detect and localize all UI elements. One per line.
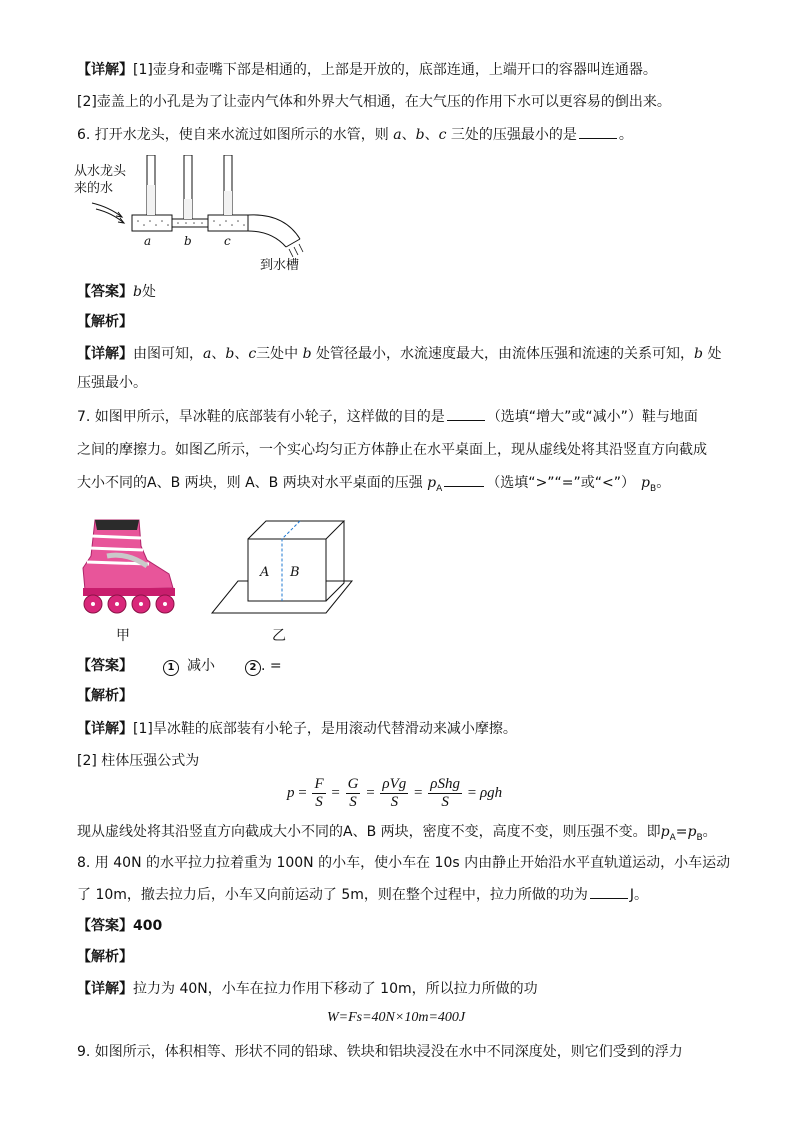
q7-answer bbox=[77, 656, 282, 676]
label-A: A bbox=[260, 565, 270, 580]
eq-sign: = bbox=[467, 784, 477, 801]
var-b: b bbox=[225, 346, 235, 362]
outlet-bend bbox=[248, 231, 286, 247]
fraction-F-S bbox=[312, 776, 325, 811]
label-to-sink: 到水槽 bbox=[260, 258, 300, 273]
period: 。 bbox=[656, 475, 671, 491]
answer-text: 处 bbox=[141, 284, 156, 300]
question-text: 6. 打开水龙头，使自来水流过如图所示的水管，则 bbox=[77, 127, 394, 143]
var-p: p bbox=[660, 824, 670, 840]
answer-tag: 【答案】 bbox=[77, 918, 133, 934]
skate-photo bbox=[77, 516, 177, 616]
q7-detail-2: [2] 柱体压强公式为 bbox=[77, 753, 200, 769]
num: ρShg bbox=[430, 776, 460, 792]
fraction-rhoShg-S bbox=[428, 776, 462, 811]
detail-text: [1]旱冰鞋的底部装有小轮子，是用滚动代替滑动来减小摩擦。 bbox=[133, 721, 517, 737]
detail-text: 处 bbox=[703, 346, 722, 362]
detail-tag: 【详解】 bbox=[77, 721, 133, 737]
answer-tag: 【答案】 bbox=[77, 658, 133, 674]
question-7-line-2: 之间的摩擦力。如图乙所示，一个实心均匀正方体静止在水平桌面上，现从虚线处将其沿竖直方向截成 bbox=[77, 442, 707, 458]
sep: 、 bbox=[424, 127, 439, 143]
label-c: c bbox=[224, 234, 231, 248]
var-p: p bbox=[427, 475, 437, 491]
sub-b: B bbox=[696, 832, 703, 843]
var-p: p bbox=[687, 824, 697, 840]
answer-1: 减小 bbox=[187, 658, 215, 674]
tube-b-water bbox=[184, 199, 192, 219]
outlet-end bbox=[286, 239, 300, 247]
cube-figure bbox=[210, 517, 360, 617]
tube-a-water bbox=[147, 185, 155, 215]
detail-text: 处管径最小，水流速度最大，由流体压强和流速的关系可知， bbox=[311, 346, 695, 362]
question-9-line-1: 9. 如图所示，体积相等、形状不同的铅球、铁块和铝块浸没在水中不同深度处，则它们受到的浮力 bbox=[77, 1044, 683, 1060]
q8-analysis-tag: 【解析】 bbox=[77, 949, 133, 965]
question-text: J。 bbox=[629, 887, 649, 903]
answer-blank bbox=[444, 473, 484, 487]
var-b: b bbox=[415, 127, 425, 143]
detail-text: 拉力为 40N，小车在拉力作用下移动了 10m，所以拉力所做的功 bbox=[133, 981, 538, 997]
sep: 、 bbox=[401, 127, 416, 143]
question-text: 7. 如图甲所示，旱冰鞋的底部装有小轮子，这样做的目的是 bbox=[77, 409, 445, 425]
pipe-section-a bbox=[132, 215, 172, 231]
detail-tag: 【详解】 bbox=[77, 981, 133, 997]
period: 。 bbox=[702, 824, 717, 840]
answer-blank bbox=[590, 885, 628, 899]
var-p: p bbox=[641, 475, 650, 491]
var-b: b bbox=[694, 346, 704, 362]
result: ρgh bbox=[479, 784, 503, 801]
question-text: 大小不同的A、B 两块，则 A、B 两块对水平桌面的压强 bbox=[77, 475, 428, 491]
num: G bbox=[347, 776, 359, 792]
q7-detail-3 bbox=[77, 822, 717, 848]
flow-arrow bbox=[92, 203, 122, 217]
q6-answer bbox=[77, 282, 156, 302]
tube-c-water bbox=[224, 191, 232, 215]
eq-sign: = bbox=[414, 784, 423, 801]
sym-p: p bbox=[287, 784, 295, 801]
outlet-bend bbox=[248, 215, 300, 239]
pipe-section-c bbox=[208, 215, 248, 231]
label-B: B bbox=[290, 565, 300, 580]
answer-tag: 【答案】 bbox=[77, 284, 133, 300]
question-7-line-1 bbox=[77, 407, 698, 427]
answer-blank bbox=[579, 125, 617, 139]
sub-b: B bbox=[650, 483, 657, 494]
label-a: a bbox=[144, 234, 152, 248]
outlet-flow bbox=[289, 244, 303, 257]
answer-2: . = bbox=[261, 658, 282, 674]
question-text: 了 10m，撤去拉力后，小车又向前运动了 5m，则在整个过程中，拉力所做的功为 bbox=[77, 887, 588, 903]
num: ρVg bbox=[382, 776, 407, 792]
num: F bbox=[314, 776, 324, 792]
flow-arrow bbox=[96, 209, 124, 223]
q7-analysis-tag: 【解析】 bbox=[77, 688, 133, 704]
var-b: b bbox=[302, 346, 312, 362]
q6-detail-1 bbox=[77, 344, 721, 364]
den: S bbox=[315, 794, 323, 810]
question-6 bbox=[77, 125, 633, 145]
sub-a: A bbox=[669, 832, 676, 843]
den: S bbox=[390, 794, 399, 810]
work-equation: W=Fs=40N×10m=400J bbox=[327, 1010, 466, 1025]
var-a: a bbox=[393, 127, 402, 143]
var-a: a bbox=[203, 346, 212, 362]
detail-text: 由图可知， bbox=[133, 346, 203, 362]
detail-text: 三处中 bbox=[256, 346, 303, 362]
detail-tag: 【详解】 bbox=[77, 346, 133, 362]
detail-tag: 【详解】 bbox=[77, 62, 133, 78]
fraction-G-S bbox=[346, 776, 361, 811]
q8-answer bbox=[77, 916, 162, 936]
detail-text: 现从虚线处将其沿竖直方向截成大小不同的A、B 两块，密度不变，高度不变，则压强不变。即 bbox=[77, 824, 661, 840]
question-text: 三处的压强最小的是 bbox=[446, 127, 577, 143]
skate-caption: 甲 bbox=[116, 628, 130, 644]
q6-detail-2: 压强最小。 bbox=[77, 375, 147, 391]
sep: 、 bbox=[234, 346, 249, 362]
detail-line-2 bbox=[77, 92, 671, 112]
den: S bbox=[349, 794, 357, 810]
q6-analysis-tag: 【解析】 bbox=[77, 314, 133, 330]
detail-line-1 bbox=[77, 60, 657, 80]
label-from-tap-2: 来的水 bbox=[74, 181, 114, 196]
label-from-tap-1: 从水龙头 bbox=[74, 164, 127, 179]
sep: 、 bbox=[211, 346, 226, 362]
pipe-figure bbox=[74, 155, 344, 275]
answer-blank bbox=[447, 407, 485, 421]
var-c: c bbox=[248, 346, 257, 362]
question-8-line-2 bbox=[77, 885, 648, 905]
sub-a: A bbox=[436, 483, 443, 494]
detail-text: [1]壶身和壶嘴下部是相通的，上部是开放的，底部连通，上端开口的容器叫连通器。 bbox=[133, 62, 657, 78]
answer-number-2: 2 bbox=[245, 660, 261, 676]
den: S bbox=[441, 794, 449, 810]
question-8-line-1: 8. 用 40N 的水平拉力拉着重为 100N 的小车，使小车在 10s 内由静止开始沿水平直轨道运动，小车运动 bbox=[77, 855, 731, 871]
label-b: b bbox=[184, 234, 192, 248]
cube-caption: 乙 bbox=[272, 628, 286, 644]
answer-text: 400 bbox=[133, 918, 163, 934]
fraction-rhoVg-S bbox=[380, 776, 408, 811]
question-text: （选填“增大”或“减小”）鞋与地面 bbox=[486, 409, 698, 425]
answer-number-1: 1 bbox=[163, 660, 179, 676]
q8-detail-1 bbox=[77, 979, 538, 999]
eq-sign: = bbox=[298, 784, 307, 801]
eq-sign: = bbox=[366, 784, 375, 801]
eq-sign: = bbox=[331, 784, 340, 801]
question-text: （选填“>”“=”或“<”） bbox=[486, 475, 636, 491]
question-7-line-3 bbox=[77, 473, 670, 499]
eq-sign: = bbox=[675, 824, 688, 840]
var-b: b bbox=[133, 284, 142, 300]
pressure-formula bbox=[287, 776, 502, 811]
q7-detail-1 bbox=[77, 719, 517, 739]
var-c: c bbox=[438, 127, 447, 143]
detail-text: [2]壶盖上的小孔是为了让壶内气体和外界大气相通，在大气压的作用下水可以更容易的倒出来。 bbox=[77, 94, 671, 110]
period: 。 bbox=[618, 127, 633, 143]
